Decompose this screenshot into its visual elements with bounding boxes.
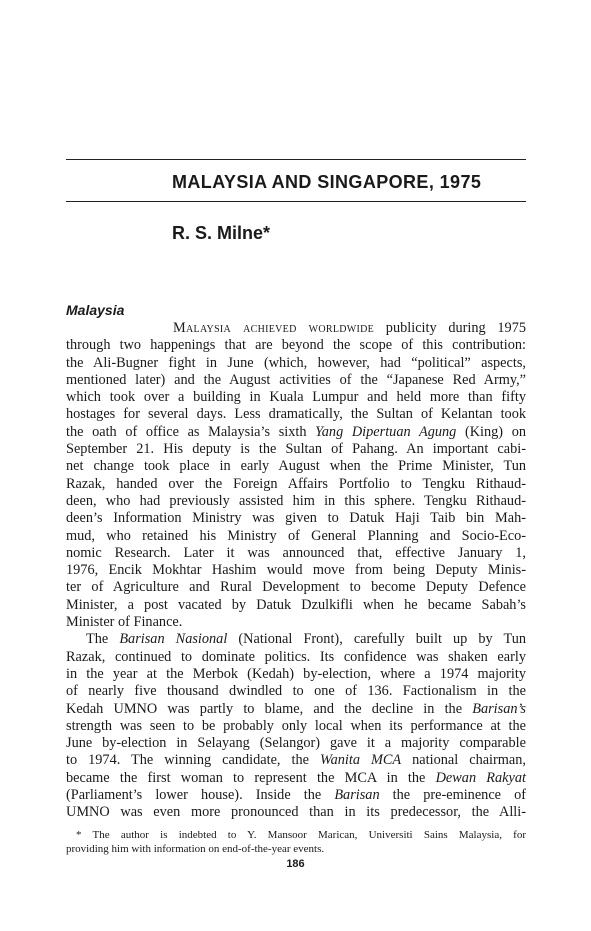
article-title: MALAYSIA AND SINGAPORE, 1975 [172,172,482,192]
footnote-line: providing him with information on end-of-the-year events. [66,843,325,855]
top-rule [66,159,526,160]
body-line: strength was seen to be probably only local when its performance at the [66,717,526,734]
body-line: mud, who retained his Ministry of General Planning and Socio-Eco- [66,527,526,544]
body-line: deen, who had previously assisted him in this sphere. Tengku Rithaud- [66,492,526,509]
body-line: the oath of office as Malaysia’s sixth Yang Dipertuan Agung (King) on [66,423,527,440]
article-body [66,320,526,822]
footnote-line: * The author is indebted to Y. Mansoor Marican, Universiti Sains Malaysia, for [76,829,526,841]
body-line: net change took place in early August when the Prime Minister, Tun [66,458,526,475]
body-line: to 1974. The winning candidate, the Wanita MCA national chairman, [66,752,526,769]
body-line: of nearly five thousand dwindled to one of 136. Factionalism in the [66,683,526,700]
footnote [66,828,526,856]
body-line: ter of Agriculture and Rural Development to become Deputy Defence [66,579,526,596]
body-line: Malaysia achieved worldwide publicity during 1975 [173,320,526,336]
body-line: in the year at the Merbok (Kedah) by-election, where a 1974 majority [66,665,526,682]
title-rule [66,201,526,202]
page-number: 186 [286,858,305,870]
body-line: Minister, a post vacated by Datuk Dzulkifli when he became Sabah’s [66,596,526,613]
body-line: Razak, continued to dominate politics. Its confidence was shaken early [66,648,526,665]
body-line: the Ali-Bugner fight in June (which, however, had “political” aspects, [66,354,526,371]
body-line: became the first woman to represent the MCA in the Dewan Rakyat [66,769,526,786]
body-line: nomic Research. Later it was announced that, effective January 1, [66,544,526,561]
body-line: The Barisan Nasional (National Front), carefully built up by Tun [86,631,527,648]
body-line: Minister of Finance. [66,614,183,631]
body-line: which took over a building in Kuala Lumpur and held more than fifty [66,389,526,406]
body-line: Kedah UMNO was partly to blame, and the decline in the Barisan’s [66,700,526,717]
body-line: hostages for several days. Less dramatically, the Sultan of Kelantan took [66,406,526,423]
body-line: (Parliament’s lower house). Inside the Barisan the pre-eminence of [66,787,527,804]
body-line: 1976, Encik Mokhtar Hashim would move from being Deputy Minis- [66,562,526,579]
body-line: through two happenings that are beyond the scope of this contribution: [66,337,526,354]
body-line: September 21. His deputy is the Sultan of Pahang. An important cabi- [66,441,526,458]
body-line: Razak, handed over the Foreign Affairs Portfolio to Tengku Rithaud- [66,475,526,492]
author-name: R. S. Milne* [172,223,271,243]
lead-smallcaps: Malaysia achieved worldwide [173,320,375,336]
body-line: June by-election in Selayang (Selangor) gave it a majority comparable [66,735,526,752]
section-heading: Malaysia [66,302,125,318]
body-line: UMNO was even more pronounced than in its predecessor, the Alli- [66,804,526,821]
body-line: deen’s Information Ministry was given to Datuk Haji Taib bin Mah- [66,510,526,527]
body-line: mentioned later) and the August activities of the “Japanese Red Army,” [66,371,526,388]
